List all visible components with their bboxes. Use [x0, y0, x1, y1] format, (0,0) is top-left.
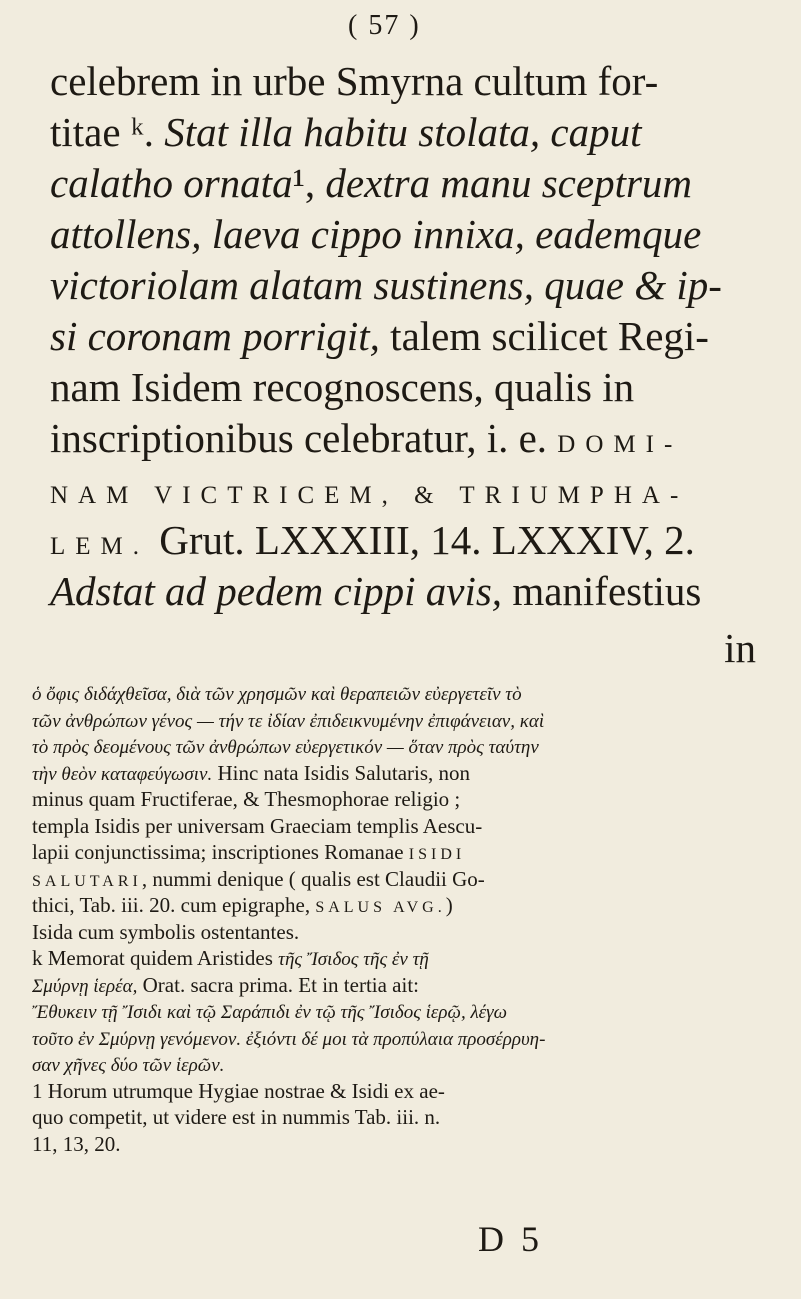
note-line — [32, 786, 774, 813]
note-line — [32, 892, 774, 919]
note-line-segment: ) — [445, 893, 453, 917]
note-line-segment: Σμύρνῃ ἱερέα, — [32, 975, 138, 997]
text-line — [50, 515, 765, 566]
catchword: in — [724, 625, 756, 671]
note-line — [32, 680, 774, 707]
signature-mark: D 5 — [478, 1219, 543, 1259]
note-line-segment: τὴν θεὸν καταφεύγωσιν. — [32, 763, 213, 785]
note-line-segment: minus quam Fructiferae, & Thesmophorae religio ; — [32, 787, 461, 811]
text-line-segment: calatho ornata — [50, 160, 293, 206]
text-line — [50, 566, 765, 617]
text-line — [50, 311, 765, 362]
note-line-segment: τοῦτο ἐν Σμύρνῃ γενόμενον. ἐξιόντι δέ μοι τὰ προπύλαια προσέρρυη- — [32, 1028, 546, 1050]
text-line-segment: LEM. — [50, 533, 150, 560]
note-line-segment: SALUS AVG. — [315, 899, 446, 916]
text-line — [50, 260, 765, 311]
text-line — [50, 56, 765, 107]
text-line — [50, 158, 765, 209]
note-line-segment: , nummi denique ( qualis est Claudii Go- — [141, 866, 485, 891]
note-line — [32, 1078, 774, 1105]
text-line-segment: ¹, — [292, 160, 326, 206]
note-line-segment: Isida cum symbolis ostentantes. — [32, 919, 300, 944]
text-line-segment: victoriolam alatam sustinens, quae & ip- — [50, 262, 722, 308]
note-line — [32, 813, 774, 840]
note-line-segment: k Memorat quidem Aristides — [32, 946, 279, 970]
text-line — [50, 209, 765, 260]
page-number: ( 57 ) — [348, 10, 421, 41]
note-line-segment: ὁ ὄφις διδάχθεῖσα, διὰ τῶν χρησμῶν καὶ θεραπειῶν εὐεργετεῖν τὸ — [32, 684, 522, 705]
note-line-segment: Hinc nata Isidis Salutaris, non — [212, 760, 471, 785]
text-line-segment: si coronam porrigit, — [50, 313, 380, 359]
note-line — [32, 1051, 774, 1078]
text-line-segment: celebrem in urbe Smyrna cultum for- — [50, 58, 659, 104]
text-line-segment: attollens, laeva cippo innixa, eademque — [50, 211, 702, 257]
text-line-segment: Stat illa habitu stolata, caput — [164, 109, 642, 155]
text-line — [50, 413, 765, 464]
note-line-segment: 1 Horum utrumque Hygiae nostrae & Isidi ex ae- — [32, 1078, 445, 1103]
footnotes — [32, 680, 774, 1157]
main-text — [50, 56, 765, 617]
text-line-segment: NAM VICTRICEM, & TRIUMPHA- — [50, 482, 689, 509]
text-line-segment: talem scilicet Regi- — [379, 313, 709, 359]
text-line-segment: inscriptionibus celebratur, i. e. — [50, 415, 558, 461]
note-line — [32, 707, 774, 734]
text-line-segment: dextra manu sceptrum — [325, 160, 693, 206]
note-line — [32, 839, 774, 866]
note-line — [32, 866, 774, 893]
note-line-segment: τῶν ἀνθρώπων γένος — τήν τε ἰδίαν ἐπιδεικνυμένην ἐπιφάνειαν, καὶ — [32, 710, 545, 732]
note-line-segment: σαν χῆνες δύο τῶν ἱερῶν. — [32, 1055, 225, 1076]
text-line-segment: nam Isidem recognoscens, qualis in — [50, 364, 635, 410]
note-line-segment: τὸ πρὸς δεομένους τῶν ἀνθρώπων εὐεργετικόν — ὅταν πρὸς ταύτην — [32, 737, 539, 758]
text-line — [50, 464, 765, 515]
note-line-segment: SALUTARI — [32, 872, 142, 890]
note-line-segment: ISIDI — [408, 846, 466, 863]
note-line-segment: τῆς Ἴσιδος τῆς ἐν τῇ — [278, 949, 429, 970]
text-line — [50, 107, 765, 158]
note-line — [32, 1025, 774, 1052]
note-line — [32, 972, 774, 999]
note-line — [32, 733, 774, 760]
note-line — [32, 1104, 774, 1131]
note-line-segment: lapii conjunctissima; inscriptiones Romanae — [32, 840, 409, 864]
text-line — [50, 362, 765, 413]
note-line-segment: templa Isidis per universam Graeciam templis Aescu- — [32, 813, 483, 838]
text-line-segment: titae ᵏ. — [50, 109, 165, 155]
text-line-segment: Grut. LXXXIII, 14. LXXXIV, 2. — [149, 517, 695, 563]
note-line-segment: Ἔθυκειν τῇ Ἴσιδι καὶ τῷ Σαράπιδι ἐν τῷ τῆς Ἴσιδος ἱερῷ, λέγω — [32, 1002, 508, 1023]
note-line-segment: Orat. sacra prima. Et in tertia ait: — [137, 972, 420, 997]
text-line-segment: manifestius — [502, 568, 702, 614]
note-line — [32, 1131, 774, 1158]
text-line-segment: DOMI- — [557, 431, 683, 458]
note-line-segment: quo competit, ut videre est in nummis Tab. iii. n. — [32, 1105, 441, 1129]
text-line-segment: Adstat ad pedem cippi avis, — [50, 568, 503, 614]
note-line — [32, 760, 774, 787]
note-line — [32, 998, 774, 1025]
note-line — [32, 945, 774, 972]
note-line-segment: thici, Tab. iii. 20. cum epigraphe, — [32, 893, 316, 917]
note-line-segment: 11, 13, 20. — [32, 1131, 121, 1156]
note-line — [32, 919, 774, 946]
